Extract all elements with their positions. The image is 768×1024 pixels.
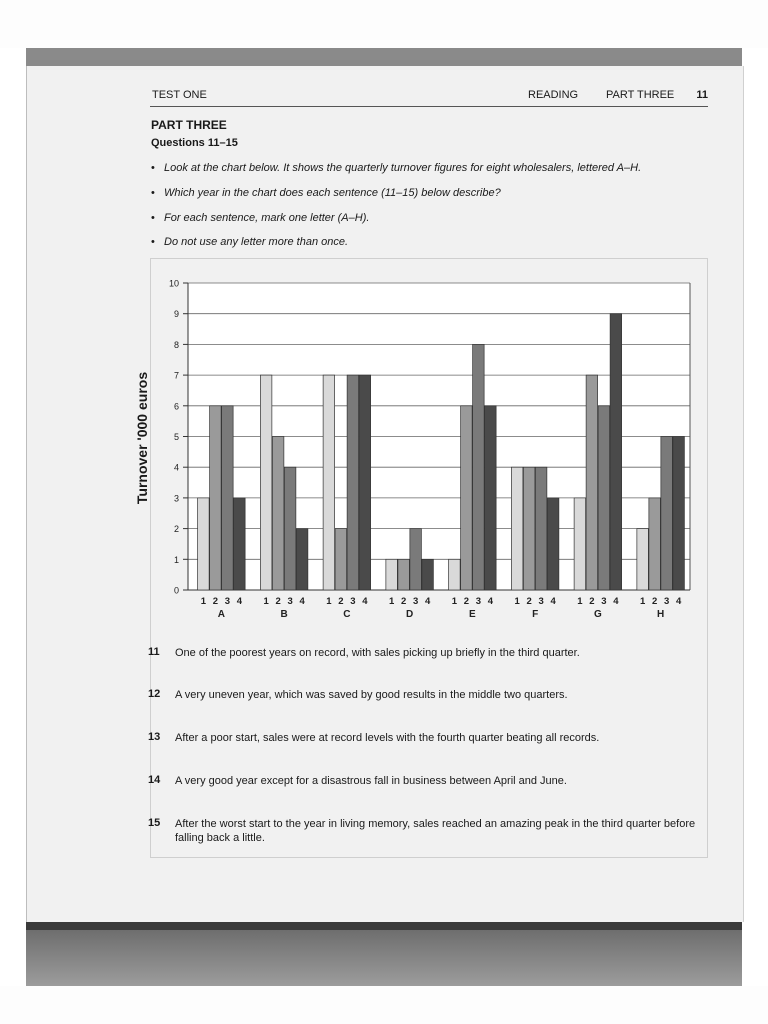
bar	[535, 467, 547, 590]
quarter-label: 4	[424, 596, 431, 607]
part-title: PART THREE	[151, 118, 227, 132]
instruction-text: For each sentence, mark one letter (A–H).	[164, 212, 370, 224]
y-tick-label: 4	[173, 462, 179, 473]
quarter-label: 4	[613, 596, 619, 607]
quarter-label: 1	[200, 596, 207, 607]
bar	[359, 375, 371, 590]
quarter-label: 4	[550, 596, 556, 607]
quarter-label: 1	[451, 596, 458, 607]
quarter-label: 1	[514, 596, 520, 607]
y-tick-label: 2	[173, 524, 179, 535]
y-tick-label: 0	[173, 585, 179, 596]
quarter-label: 1	[639, 596, 646, 607]
bar	[422, 559, 434, 590]
category-label: C	[343, 609, 351, 620]
bar	[610, 314, 622, 590]
page-number: 11	[696, 89, 708, 101]
quarter-label: 4	[487, 596, 494, 607]
bullet-icon: •	[151, 212, 155, 224]
bar	[598, 406, 610, 590]
question-number: 14	[148, 774, 161, 786]
bar	[523, 467, 535, 590]
quarter-label: 2	[463, 596, 470, 607]
y-tick-label: 6	[173, 401, 179, 412]
category-label: E	[469, 609, 476, 620]
instruction-text: Do not use any letter more than once.	[164, 236, 349, 248]
bullet-icon: •	[151, 187, 155, 199]
y-tick-label: 3	[173, 493, 179, 504]
bar	[574, 498, 586, 590]
bar	[386, 559, 398, 590]
y-tick-label: 9	[173, 309, 179, 320]
question-text: After the worst start to the year in living memory, sales reached an amazing peak in the third quarter before falling back a little.	[175, 818, 696, 844]
quarter-label: 4	[299, 596, 305, 607]
bar	[410, 529, 422, 590]
quarter-label: 3	[350, 596, 356, 607]
test-label: TEST ONE	[152, 89, 207, 101]
question-text: One of the poorest years on record, with sales picking up briefly in the third quarter.	[175, 647, 580, 659]
quarter-label: 2	[589, 596, 595, 607]
bar	[347, 375, 359, 590]
question-text: A very uneven year, which was saved by good results in the middle two quarters.	[175, 689, 568, 701]
bar	[222, 406, 234, 590]
scan-margin-bottom	[0, 986, 768, 1024]
category-label: D	[406, 609, 414, 620]
y-tick-label: 8	[173, 339, 179, 350]
quarter-label: 3	[663, 596, 670, 607]
bar	[547, 498, 559, 590]
quarter-label: 3	[601, 596, 607, 607]
quarter-label: 4	[236, 596, 243, 607]
bar	[473, 344, 485, 590]
quarter-label: 1	[388, 596, 395, 607]
bar	[335, 529, 347, 590]
category-label: F	[532, 609, 539, 620]
y-tick-label: 7	[173, 370, 179, 381]
bar	[210, 406, 222, 590]
bullet-icon: •	[151, 236, 155, 248]
bar	[673, 437, 685, 591]
quarter-label: 1	[326, 596, 332, 607]
quarter-label: 1	[577, 596, 583, 607]
bar	[637, 529, 649, 590]
quarter-label: 2	[275, 596, 281, 607]
section-label: READING	[528, 89, 579, 101]
quarter-label: 4	[675, 596, 682, 607]
bar	[398, 559, 410, 590]
category-label: B	[280, 609, 288, 620]
y-tick-label: 1	[173, 554, 179, 565]
question-text: A very good year except for a disastrous fall in business between April and June.	[175, 775, 567, 787]
quarter-label: 2	[338, 596, 344, 607]
quarter-label: 3	[538, 596, 544, 607]
question-number: 11	[148, 646, 160, 658]
questions-range: Questions 11–15	[151, 137, 238, 149]
y-axis-label: Turnover '000 euros	[134, 371, 150, 505]
bar	[586, 375, 598, 590]
category-label: G	[593, 609, 602, 620]
part-label: PART THREE	[606, 89, 675, 101]
quarter-label: 2	[651, 596, 658, 607]
instruction-text: Which year in the chart does each sentence (11–15) below describe?	[164, 187, 501, 199]
quarter-label: 4	[362, 596, 368, 607]
bar	[661, 437, 673, 591]
instruction-text: Look at the chart below. It shows the quarterly turnover figures for eight wholesalers, lettered A–H.	[164, 162, 642, 174]
quarter-label: 3	[412, 596, 419, 607]
quarter-label: 2	[526, 596, 532, 607]
bar	[511, 467, 523, 590]
quarter-label: 2	[400, 596, 407, 607]
bullet-icon: •	[151, 162, 155, 174]
bar	[234, 498, 246, 590]
question-text: After a poor start, sales were at record levels with the fourth quarter beating all records.	[175, 732, 600, 744]
question-number: 15	[148, 817, 161, 829]
bar	[461, 406, 473, 590]
question-number: 12	[148, 688, 161, 700]
bar	[485, 406, 497, 590]
bar	[649, 498, 661, 590]
quarter-label: 3	[224, 596, 231, 607]
category-label: H	[657, 609, 665, 620]
y-tick-label: 10	[168, 278, 179, 289]
quarter-label: 1	[263, 596, 269, 607]
question-number: 13	[148, 731, 161, 743]
bar	[296, 529, 308, 590]
quarter-label: 2	[212, 596, 219, 607]
bar	[323, 375, 335, 590]
y-tick-label: 5	[173, 432, 179, 442]
bar	[284, 467, 296, 590]
bar	[260, 375, 272, 590]
bar	[272, 437, 284, 591]
quarter-label: 3	[287, 596, 293, 607]
bar	[449, 559, 461, 590]
quarter-label: 3	[475, 596, 482, 607]
scan-shadow-bottom	[26, 922, 742, 930]
category-label: A	[217, 609, 225, 620]
bar	[198, 498, 210, 590]
scan-backdrop	[26, 930, 742, 986]
